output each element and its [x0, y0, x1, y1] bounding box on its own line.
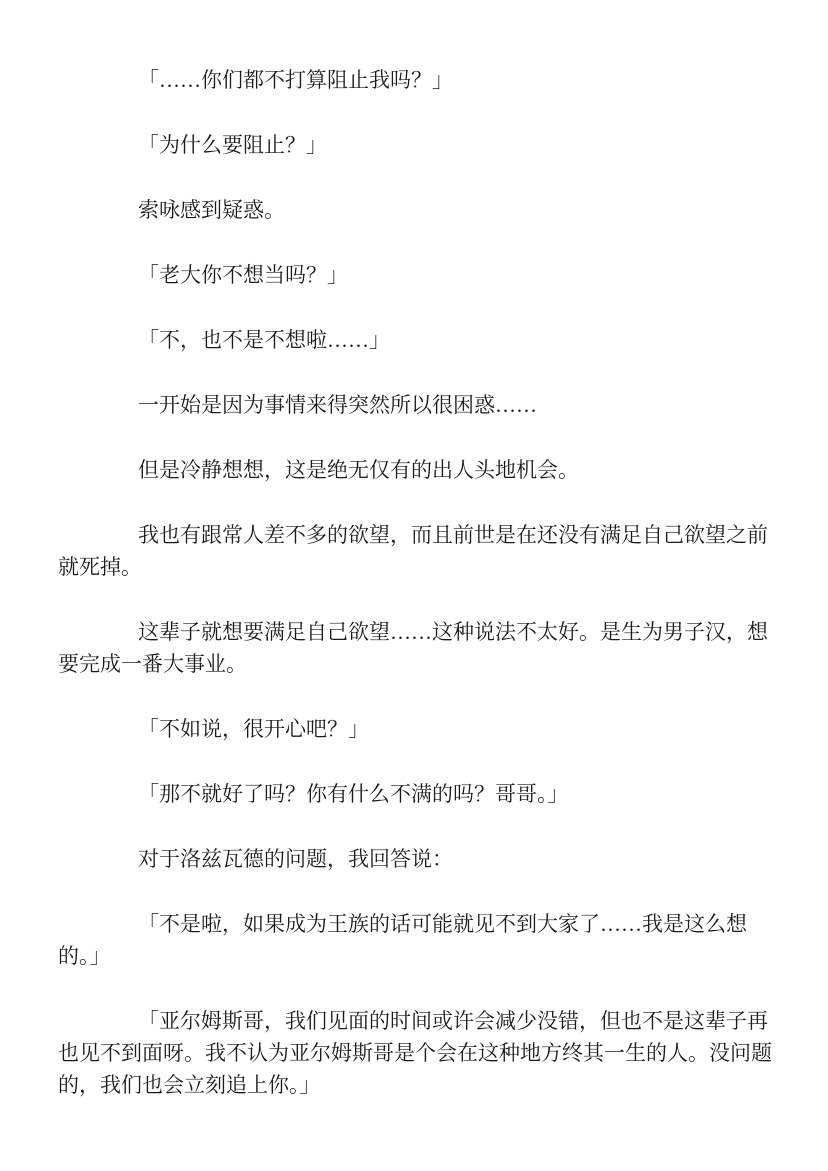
- paragraph: [58, 843, 773, 875]
- text-line: 一开始是因为事情来得突然所以很困惑……: [138, 393, 537, 417]
- document-body: [58, 64, 773, 1101]
- paragraph: [58, 616, 773, 680]
- text-line: 「亚尔姆斯哥，我们见面的时间或许会减少没错，但也不是这辈子再: [138, 1009, 768, 1033]
- paragraph: [58, 64, 773, 96]
- paragraph: [58, 454, 773, 486]
- paragraph: [58, 389, 773, 421]
- text-line: 「不，也不是不想啦……」: [138, 328, 390, 352]
- text-line: 的，我们也会立刻追上你。」: [58, 1073, 321, 1097]
- text-line: 就死掉。: [58, 555, 142, 579]
- text-line: 「不如说，很开心吧？」: [138, 717, 369, 741]
- text-line: 要完成一番大事业。: [58, 652, 247, 676]
- paragraph: [58, 1005, 773, 1101]
- text-line: 也见不到面呀。我不认为亚尔姆斯哥是个会在这种地方终其一生的人。没问题: [58, 1041, 772, 1065]
- paragraph: [58, 778, 773, 810]
- text-line: 「老大你不想当吗？」: [138, 263, 348, 287]
- text-line: 「那不就好了吗？你有什么不满的吗？哥哥。」: [138, 782, 569, 806]
- paragraph: [58, 259, 773, 291]
- paragraph: [58, 713, 773, 745]
- text-line: 的。」: [58, 944, 111, 968]
- paragraph: [58, 519, 773, 583]
- paragraph: [58, 908, 773, 972]
- text-line: 索咏感到疑惑。: [138, 198, 285, 222]
- text-line: 「不是啦，如果成为王族的话可能就见不到大家了……我是这么想: [138, 912, 747, 936]
- text-line: 我也有跟常人差不多的欲望，而且前世是在还没有满足自己欲望之前: [138, 523, 768, 547]
- paragraph: [58, 129, 773, 161]
- text-line: 这辈子就想要满足自己欲望……这种说法不太好。是生为男子汉，想: [138, 620, 768, 644]
- text-line: 「为什么要阻止？」: [138, 133, 327, 157]
- paragraph: [58, 194, 773, 226]
- text-line: 「……你们都不打算阻止我吗？」: [138, 68, 453, 92]
- text-line: 对于洛兹瓦德的问题，我回答说：: [138, 847, 453, 871]
- text-line: 但是冷静想想，这是绝无仅有的出人头地机会。: [138, 458, 579, 482]
- paragraph: [58, 324, 773, 356]
